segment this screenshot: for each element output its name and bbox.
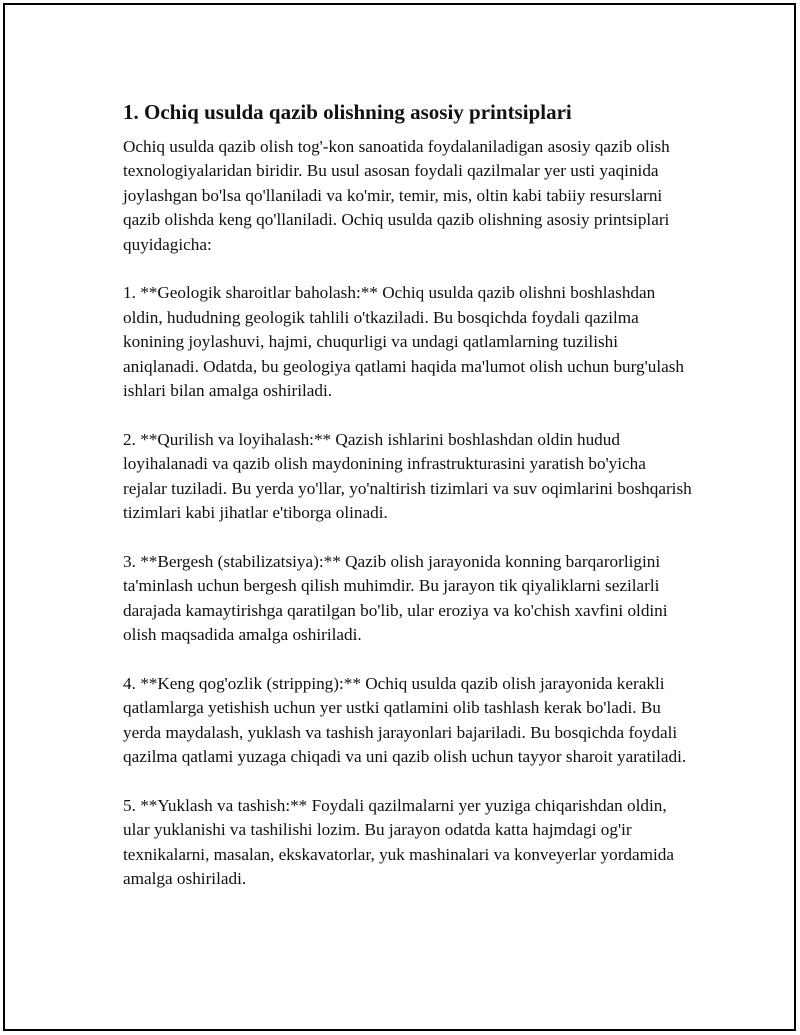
- section-heading: 1. Ochiq usulda qazib olishning asosiy printsiplari: [123, 100, 572, 124]
- intro-paragraph: Ochiq usulda qazib olish tog'-kon sanoatida foydalaniladigan asosiy qazib olish texnologiyalaridan biridir. Bu usul asosan foydali qazilmalar yer usti yaqinida joylashgan bo'lsa qo'llaniladi va ko'mir, temir, mis, oltin kabi tabiiy resurslarni qazib olishda keng qo'llaniladi. Ochiq usulda qazib olishning asosiy printsiplari quyidagicha:: [123, 137, 670, 254]
- principle-2-paragraph: 2. **Qurilish va loyihalash:** Qazish ishlarini boshlashdan oldin hudud loyihalanadi va qazib olish maydonining infrastrukturasini yaratish bo'yicha rejalar tuziladi. Bu yerda yo'llar, yo'naltirish tizimlari va suv oqimlarini boshqarish tizimlari kabi jihatlar e'tiborga olinadi.: [123, 429, 692, 523]
- principle-4-paragraph: 4. **Keng qog'ozlik (stripping):** Ochiq usulda qazib olish jarayonida kerakli qatlamlarga yetishish uchun yer ustki qatlamini olib tashlash kerak bo'ladi. Bu yerda maydalash, yuklash va tashish jarayonlari bajariladi. Bu bosqichda foydali qazilma qatlami yuzaga chiqadi va uni qazib olish uchun tayyor sharoit yaratiladi.: [123, 673, 687, 767]
- document-body: [123, 99, 693, 916]
- page-frame: [3, 3, 796, 1031]
- principle-3-paragraph: 3. **Bergesh (stabilizatsiya):** Qazib olish jarayonida konning barqarorligini ta'minlash uchun bergesh qilish muhimdir. Bu jarayon tik qiyaliklarni sezilarli darajada kamaytirishga qaratilgan bo'lib, ular eroziya va ko'chish xavfini oldini olish maqsadida amalga oshiriladi.: [123, 551, 668, 645]
- principle-1-paragraph: 1. **Geologik sharoitlar baholash:** Ochiq usulda qazib olishni boshlashdan oldin, hududning geologik tahlili o'tkaziladi. Bu bosqichda foydali qazilma konining joylashuvi, hajmi, chuqurligi va undagi qatlamlarning tuzilishi aniqlanadi. Odatda, bu geologiya qatlami haqida ma'lumot olish uchun burg'ulash ishlari bilan amalga oshiriladi.: [123, 283, 685, 401]
- principle-5-paragraph: 5. **Yuklash va tashish:** Foydali qazilmalarni yer yuziga chiqarishdan oldin, ular yuklanishi va tashilishi lozim. Bu jarayon odatda katta hajmdagi og'ir texnikalarni, masalan, ekskavatorlar, yuk mashinalari va konveyerlar yordamida amalga oshiriladi.: [123, 795, 675, 889]
